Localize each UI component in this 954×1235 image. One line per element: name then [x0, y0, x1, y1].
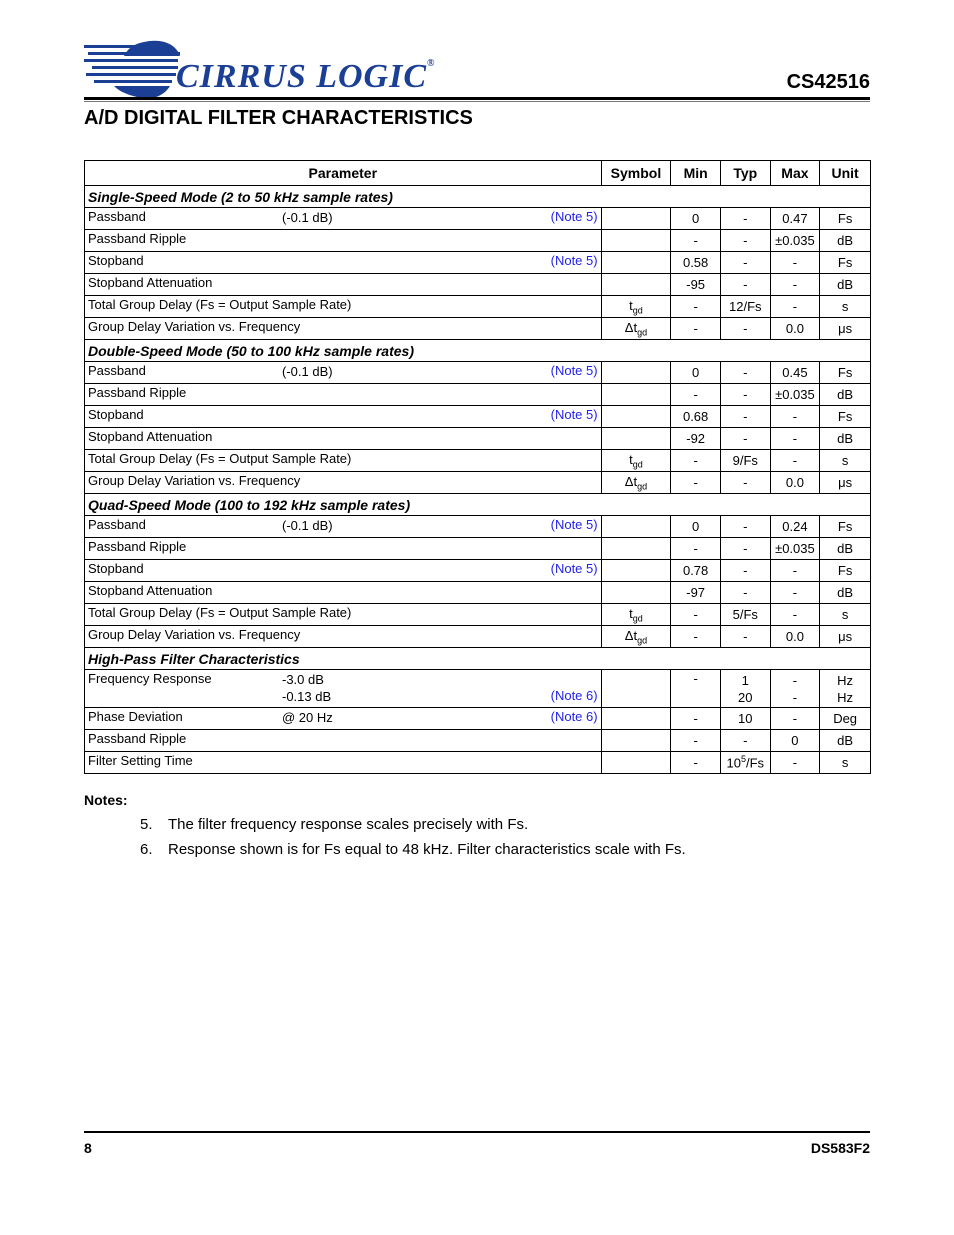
unit-cell: Fs: [820, 362, 871, 384]
param-name: Passband Ripple: [88, 731, 187, 746]
group-title: Double-Speed Mode (50 to 100 kHz sample rates): [85, 340, 871, 362]
param-name: Group Delay Variation vs. Frequency: [88, 473, 301, 488]
unit-cell: dB: [820, 428, 871, 450]
symbol-text: Δt: [624, 319, 638, 335]
table-row: [85, 560, 871, 582]
symbol-cell: [601, 516, 671, 538]
table-row: [85, 730, 871, 752]
notes-heading: Notes:: [84, 792, 128, 808]
symbol-cell: [601, 708, 671, 730]
param-name: Total Group Delay (Fs = Output Sample Rate): [88, 605, 352, 620]
param-name: Stopband Attenuation: [88, 583, 213, 598]
min-cell: 0: [671, 516, 721, 538]
unit-cell: Fs: [820, 560, 871, 582]
note-number: 6.: [140, 841, 153, 858]
max-cell: -: [770, 406, 820, 428]
header-symbol: Symbol: [601, 161, 671, 186]
table-row: [85, 516, 871, 538]
param-name: Stopband: [88, 561, 144, 576]
table-row: [85, 450, 871, 472]
symbol-subscript: gd: [637, 327, 648, 338]
unit-cell: μs: [820, 626, 871, 648]
note-link[interactable]: (Note 5): [550, 517, 598, 532]
min-cell: 0: [671, 362, 721, 384]
unit-cell: s: [820, 450, 871, 472]
min-cell: -: [671, 318, 721, 340]
min-cell: -: [671, 752, 721, 774]
group-header-row: [85, 340, 871, 362]
symbol-cell: [601, 538, 671, 560]
max-cell: 0.0: [770, 626, 820, 648]
min-cell: -: [671, 472, 721, 494]
document-id: CS42516: [786, 71, 870, 93]
table-row: [85, 604, 871, 626]
min-cell: -: [671, 604, 721, 626]
typ-cell: -: [720, 560, 770, 582]
symbol-cell: [601, 604, 671, 626]
max-cell: ±0.035: [770, 230, 820, 252]
typ-cell: -: [720, 730, 770, 752]
note-link[interactable]: (Note 5): [550, 407, 598, 422]
symbol-cell: [601, 208, 671, 230]
param-name: Passband Ripple: [88, 231, 187, 246]
max-cell: -: [770, 274, 820, 296]
note-link[interactable]: (Note 5): [550, 363, 598, 378]
min-cell: -92: [671, 428, 721, 450]
min-cell: -: [671, 230, 721, 252]
symbol-subscript: gd: [637, 481, 648, 492]
symbol-subscript: gd: [637, 635, 648, 646]
symbol-cell: [601, 274, 671, 296]
note-link[interactable]: (Note 6): [550, 688, 598, 703]
typ-cell: -: [720, 274, 770, 296]
note-link[interactable]: (Note 5): [550, 209, 598, 224]
symbol-cell: [601, 472, 671, 494]
param-name: Filter Setting Time: [88, 753, 193, 768]
symbol-cell: [601, 752, 671, 774]
param-name: Stopband Attenuation: [88, 275, 213, 290]
typ-cell: -: [720, 362, 770, 384]
unit-cell: Hz Hz: [820, 670, 871, 708]
min-cell: 0.68: [671, 406, 721, 428]
typ-cell: -: [720, 538, 770, 560]
max-cell: -: [770, 582, 820, 604]
param-name: Passband Ripple: [88, 385, 187, 400]
symbol-subscript: gd: [632, 305, 643, 316]
param-condition: @ 20 Hz: [282, 710, 333, 725]
symbol-text: t: [629, 605, 633, 621]
page-number: 8: [84, 1140, 92, 1156]
table-row: [85, 208, 871, 230]
table-header-row: [85, 161, 871, 186]
max-cell: -: [770, 604, 820, 626]
unit-cell: Fs: [820, 406, 871, 428]
param-name: Frequency Response: [88, 671, 212, 686]
max-cell: 0.47: [770, 208, 820, 230]
unit-cell: Fs: [820, 208, 871, 230]
logo-wordmark: CIRRUS LOGIC®: [176, 58, 436, 95]
symbol-cell: [601, 450, 671, 472]
footer-rule: [84, 1131, 870, 1133]
min-cell: 0.78: [671, 560, 721, 582]
unit-cell: μs: [820, 472, 871, 494]
table-row: [85, 296, 871, 318]
note-item-5: [140, 816, 528, 833]
symbol-text: t: [629, 451, 633, 467]
symbol-cell: [601, 730, 671, 752]
table-row: [85, 362, 871, 384]
min-cell: -: [671, 670, 721, 708]
header-max: Max: [770, 161, 820, 186]
max-cell: ±0.035: [770, 384, 820, 406]
group-title: Single-Speed Mode (2 to 50 kHz sample rates): [85, 186, 871, 208]
table-row: [85, 274, 871, 296]
param-name: Total Group Delay (Fs = Output Sample Rate): [88, 297, 352, 312]
filter-characteristics-table: [84, 160, 871, 774]
min-cell: -97: [671, 582, 721, 604]
table-row: [85, 752, 871, 774]
symbol-cell: [601, 406, 671, 428]
max-cell: -: [770, 752, 820, 774]
symbol-cell: [601, 252, 671, 274]
min-cell: -: [671, 626, 721, 648]
param-name: Passband: [88, 517, 146, 532]
unit-cell: Deg: [820, 708, 871, 730]
condition-line-2: -0.13 dB: [282, 689, 332, 704]
typ-cell: -: [720, 428, 770, 450]
table-row: [85, 708, 871, 730]
group-header-row: [85, 648, 871, 670]
group-header-row: [85, 494, 871, 516]
min-cell: -: [671, 708, 721, 730]
unit-cell: dB: [820, 538, 871, 560]
symbol-text: Δt: [624, 627, 638, 643]
typ-cell: -: [720, 230, 770, 252]
min-cell: -: [671, 538, 721, 560]
symbol-cell: [601, 582, 671, 604]
header-parameter: Parameter: [85, 161, 602, 186]
param-condition: (-0.1 dB): [282, 364, 333, 379]
symbol-text: t: [629, 297, 633, 313]
header-min: Min: [671, 161, 721, 186]
typ-cell: -: [720, 516, 770, 538]
min-cell: -: [671, 384, 721, 406]
unit-cell: Fs: [820, 252, 871, 274]
typ-cell: -: [720, 384, 770, 406]
param-name: Group Delay Variation vs. Frequency: [88, 627, 301, 642]
table-row: [85, 670, 871, 708]
symbol-cell: [601, 384, 671, 406]
max-cell: 0.0: [770, 472, 820, 494]
note-item-6: [140, 841, 686, 858]
group-title: Quad-Speed Mode (100 to 192 kHz sample rates): [85, 494, 871, 516]
group-title: High-Pass Filter Characteristics: [85, 648, 871, 670]
param-name: Total Group Delay (Fs = Output Sample Rate): [88, 451, 352, 466]
symbol-cell: [601, 626, 671, 648]
unit-cell: dB: [820, 274, 871, 296]
max-cell: 0.0: [770, 318, 820, 340]
min-cell: 0.58: [671, 252, 721, 274]
table-row: [85, 230, 871, 252]
param-name: Passband: [88, 363, 146, 378]
unit-cell: Fs: [820, 516, 871, 538]
table-row: [85, 406, 871, 428]
max-cell: -: [770, 252, 820, 274]
note-link[interactable]: (Note 6): [550, 709, 598, 724]
typ-cell: 5/Fs: [720, 604, 770, 626]
symbol-subscript: gd: [632, 613, 643, 624]
symbol-cell: [601, 296, 671, 318]
typ-cell: -: [720, 208, 770, 230]
unit-cell: dB: [820, 384, 871, 406]
symbol-subscript: gd: [632, 459, 643, 470]
min-cell: -95: [671, 274, 721, 296]
unit-cell: dB: [820, 730, 871, 752]
header-rule-shadow: [84, 101, 870, 102]
param-name: Group Delay Variation vs. Frequency: [88, 319, 301, 334]
typ-cell: -: [720, 252, 770, 274]
document-code: DS583F2: [810, 1140, 870, 1156]
unit-cell: μs: [820, 318, 871, 340]
max-cell: 0.24: [770, 516, 820, 538]
param-name: Passband Ripple: [88, 539, 187, 554]
unit-cell: dB: [820, 230, 871, 252]
symbol-cell: [601, 318, 671, 340]
min-cell: -: [671, 450, 721, 472]
typ-cell: $10^5/Fs$: [720, 752, 770, 774]
unit-cell: s: [820, 752, 871, 774]
table-row: [85, 582, 871, 604]
typ-cell: 10: [720, 708, 770, 730]
param-condition: (-0.1 dB): [282, 518, 333, 533]
max-cell: -: [770, 450, 820, 472]
note-link[interactable]: (Note 5): [550, 561, 598, 576]
typ-cell: -: [720, 406, 770, 428]
typ-cell: -: [720, 582, 770, 604]
param-name: Stopband Attenuation: [88, 429, 213, 444]
typ-cell: -: [720, 472, 770, 494]
unit-cell: s: [820, 296, 871, 318]
unit-cell: s: [820, 604, 871, 626]
table-row: [85, 538, 871, 560]
symbol-cell: [601, 362, 671, 384]
typ-cell: -: [720, 626, 770, 648]
max-cell: 0: [770, 730, 820, 752]
param-condition: (-0.1 dB): [282, 210, 333, 225]
table-row: [85, 626, 871, 648]
symbol-text: Δt: [624, 473, 638, 489]
max-cell: -: [770, 428, 820, 450]
table-row: [85, 318, 871, 340]
header-typ: Typ: [720, 161, 770, 186]
max-cell: -: [770, 560, 820, 582]
typ-cell: 9/Fs: [720, 450, 770, 472]
table-row: [85, 428, 871, 450]
param-name: Stopband: [88, 253, 144, 268]
group-header-row: [85, 186, 871, 208]
unit-cell: dB: [820, 582, 871, 604]
note-text: Response shown is for Fs equal to 48 kHz. Filter characteristics scale with Fs.: [168, 841, 686, 858]
table-row: [85, 384, 871, 406]
table-row: [85, 472, 871, 494]
symbol-cell: [601, 560, 671, 582]
note-number: 5.: [140, 816, 153, 833]
section-title: A/D DIGITAL FILTER CHARACTERISTICS: [84, 107, 473, 129]
typ-cell: -: [720, 318, 770, 340]
max-cell: 0.45: [770, 362, 820, 384]
param-name: Phase Deviation: [88, 709, 183, 724]
param-condition: [282, 671, 331, 705]
param-name: Stopband: [88, 407, 144, 422]
min-cell: -: [671, 296, 721, 318]
symbol-cell: [601, 670, 671, 708]
condition-line-1: -3.0 dB: [282, 672, 324, 687]
typ-cell: 1 20: [720, 670, 770, 708]
typ-cell: 12/Fs: [720, 296, 770, 318]
max-cell: ±0.035: [770, 538, 820, 560]
header-rule: [84, 97, 870, 100]
table-row: [85, 252, 871, 274]
note-text: The filter frequency response scales precisely with Fs.: [168, 816, 529, 833]
max-cell: -: [770, 708, 820, 730]
min-cell: 0: [671, 208, 721, 230]
max-cell: - -: [770, 670, 820, 708]
note-link[interactable]: (Note 5): [550, 253, 598, 268]
min-cell: -: [671, 730, 721, 752]
param-name: Passband: [88, 209, 146, 224]
symbol-cell: [601, 428, 671, 450]
header-unit: Unit: [820, 161, 871, 186]
symbol-cell: [601, 230, 671, 252]
max-cell: -: [770, 296, 820, 318]
